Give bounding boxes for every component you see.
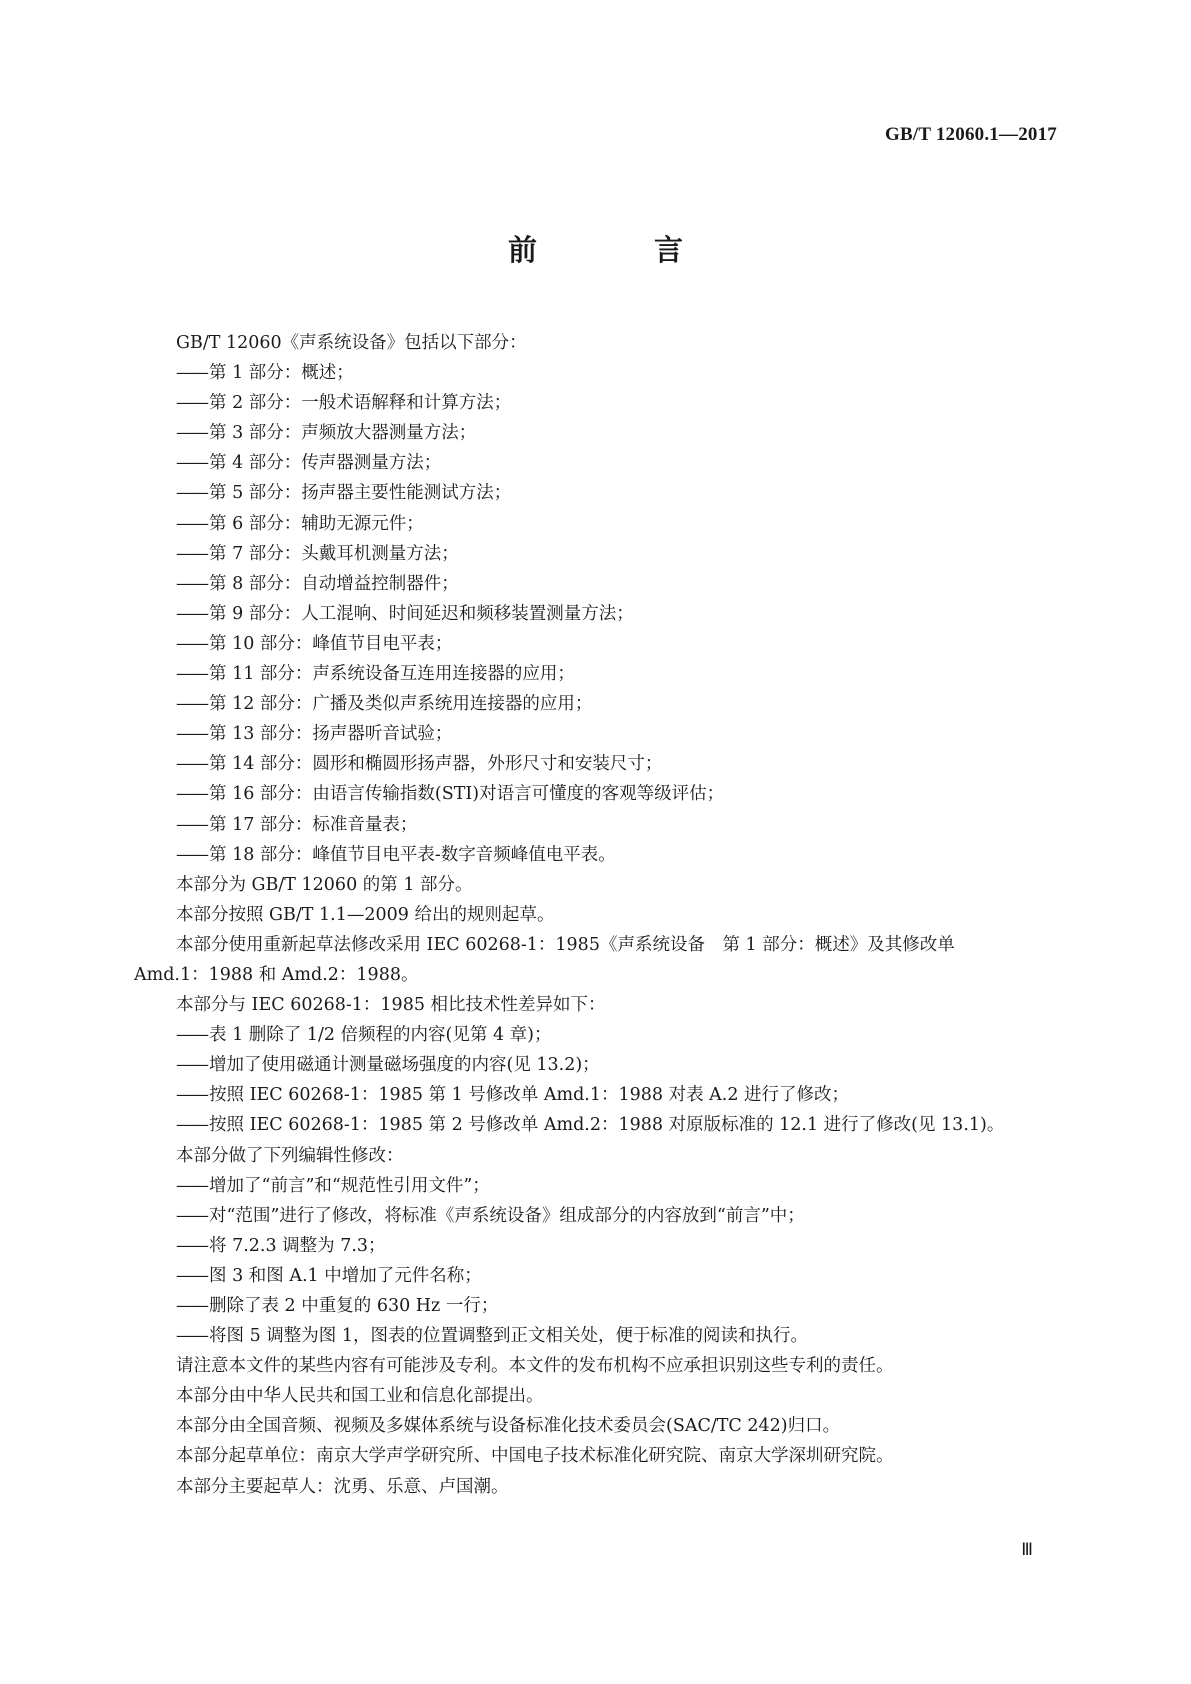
dash-marker: ——: [176, 543, 207, 564]
paragraph-drafting-units: 本部分起草单位：南京大学声学研究所、中国电子技术标准化研究院、南京大学深圳研究院。: [176, 1446, 894, 1467]
list-item-part: [134, 539, 1054, 569]
list-item-part: [134, 358, 1054, 388]
list-item-text: 增加了“前言”和“规范性引用文件”；: [209, 1175, 490, 1196]
list-item-text: 删除了表 2 中重复的 630 Hz 一行；: [209, 1296, 499, 1316]
tech-diff-intro: 本部分与 IEC 60268-1：1985 相比技术性差异如下：: [176, 995, 606, 1016]
list-item-text: 第 9 部分：人工混响、时间延迟和频移装置测量方法；: [209, 603, 634, 624]
dash-marker: ——: [176, 814, 207, 835]
list-item-edit: [134, 1321, 1054, 1351]
list-item-tech-diff: [134, 1050, 1054, 1080]
dash-marker: ——: [176, 664, 207, 685]
list-item-text: 将图 5 调整为图 1，图表的位置调整到正文相关处，便于标准的阅读和执行。: [209, 1326, 808, 1347]
list-item-text: 第 8 部分：自动增益控制器件；: [209, 573, 459, 594]
paragraph-adoption-line-1: 本部分使用重新起草法修改采用 IEC 60268-1：1985《声系统设备 第 1 部分：概述》及其修改单: [176, 934, 955, 955]
list-item-edit: [134, 1231, 1054, 1261]
list-item-edit: [134, 1171, 1054, 1201]
paragraph-part-of: 本部分为 GB/T 12060 的第 1 部分。: [176, 874, 473, 895]
page-title: 前 言: [507, 233, 727, 267]
dash-marker: ——: [176, 633, 207, 654]
list-item-text: 增加了使用磁通计测量磁场强度的内容(见 13.2)；: [209, 1055, 600, 1076]
dash-marker: ——: [176, 453, 207, 474]
paragraph-adoption-line-2: Amd.1：1988 和 Amd.2：1988。: [134, 964, 419, 985]
dash-marker: ——: [176, 784, 207, 805]
list-item-part: [134, 388, 1054, 418]
dash-marker: ——: [176, 363, 207, 384]
list-item-text: 将 7.2.3 调整为 7.3；: [209, 1235, 386, 1256]
dash-marker: ——: [176, 1175, 207, 1196]
list-item-text: 第 13 部分：扬声器听音试验；: [209, 724, 453, 745]
paragraph-proposed-by: 本部分由中华人民共和国工业和信息化部提出。: [176, 1386, 544, 1407]
list-item-tech-diff: [134, 1020, 1054, 1050]
list-item-part: [134, 659, 1054, 689]
dash-marker: ——: [176, 1326, 207, 1347]
list-item-text: 第 12 部分：广播及类似声系统用连接器的应用；: [209, 694, 593, 715]
dash-marker: ——: [176, 423, 207, 444]
paragraph-drafting-rules: 本部分按照 GB/T 1.1—2009 给出的规则起草。: [176, 904, 555, 925]
page-number: Ⅲ: [1021, 1540, 1033, 1559]
dash-marker: ——: [176, 1055, 207, 1076]
list-item-text: 第 16 部分：由语言传输指数(STI)对语言可懂度的客观等级评估；: [209, 784, 725, 805]
dash-marker: ——: [176, 694, 207, 715]
list-item-text: 第 3 部分：声频放大器测量方法；: [209, 423, 477, 444]
dash-marker: ——: [176, 1296, 207, 1316]
list-item-text: 第 2 部分：一般术语解释和计算方法；: [209, 393, 512, 414]
list-item-text: 图 3 和图 A.1 中增加了元件名称；: [209, 1265, 482, 1286]
list-item-text: 第 10 部分：峰值节目电平表；: [209, 633, 453, 654]
list-item-text: 第 5 部分：扬声器主要性能测试方法；: [209, 483, 512, 504]
list-item-tech-diff: [134, 1080, 1054, 1110]
dash-marker: ——: [176, 724, 207, 745]
dash-marker: ——: [176, 513, 207, 534]
list-item-text: 第 14 部分：圆形和椭圆形扬声器，外形尺寸和安装尺寸；: [209, 754, 663, 775]
list-item-edit: [134, 1291, 1054, 1321]
list-item-part: [134, 509, 1054, 539]
document-code: GB/T 12060.1—2017: [885, 124, 1057, 145]
list-item-text: 第 11 部分：声系统设备互连用连接器的应用；: [209, 664, 575, 685]
dash-marker: ——: [176, 393, 207, 414]
paragraph-drafters: 本部分主要起草人：沈勇、乐意、卢国潮。: [176, 1476, 509, 1497]
list-item-edit: [134, 1201, 1054, 1231]
list-item-text: 第 6 部分：辅助无源元件；: [209, 513, 424, 534]
list-item-part: [134, 719, 1054, 749]
list-item-edit: [134, 1261, 1054, 1291]
edit-intro: 本部分做了下列编辑性修改：: [176, 1145, 404, 1166]
dash-marker: ——: [176, 754, 207, 775]
list-item-text: 第 4 部分：传声器测量方法；: [209, 453, 442, 474]
list-item-part: [134, 478, 1054, 508]
list-item-text: 第 1 部分：概述；: [209, 363, 354, 384]
foreword-body: [134, 328, 1054, 1502]
dash-marker: ——: [176, 573, 207, 594]
list-item-part: [134, 810, 1054, 840]
dash-marker: ——: [176, 1085, 207, 1106]
list-item-text: 第 18 部分：峰值节目电平表-数字音频峰值电平表。: [209, 844, 616, 865]
dash-marker: ——: [176, 844, 207, 865]
list-item-text: 第 7 部分：头戴耳机测量方法；: [209, 543, 459, 564]
dash-marker: ——: [176, 1235, 207, 1256]
list-item-tech-diff: [134, 1110, 1054, 1140]
list-item-part: [134, 749, 1054, 779]
list-item-text: 按照 IEC 60268-1：1985 第 2 号修改单 Amd.2：1988 对原版标准的 12.1 进行了修改(见 13.1)。: [209, 1115, 1005, 1136]
list-item-text: 按照 IEC 60268-1：1985 第 1 号修改单 Amd.1：1988 对表 A.2 进行了修改；: [209, 1085, 850, 1106]
dash-marker: ——: [176, 1205, 207, 1226]
list-item-part: [134, 448, 1054, 478]
list-item-part: [134, 599, 1054, 629]
dash-marker: ——: [176, 1025, 207, 1046]
list-item-text: 表 1 删除了 1/2 倍频程的内容(见第 4 章)；: [209, 1025, 552, 1046]
dash-marker: ——: [176, 1265, 207, 1286]
paragraph-centralized-by: 本部分由全国音频、视频及多媒体系统与设备标准化技术委员会(SAC/TC 242)归口。: [176, 1416, 841, 1437]
list-item-text: 对“范围”进行了修改，将标准《声系统设备》组成部分的内容放到“前言”中；: [209, 1205, 805, 1226]
paragraph-patent-notice: 请注意本文件的某些内容有可能涉及专利。本文件的发布机构不应承担识别这些专利的责任。: [176, 1356, 894, 1377]
list-item-text: 第 17 部分：标准音量表；: [209, 814, 418, 835]
list-item-part: [134, 689, 1054, 719]
list-item-part: [134, 418, 1054, 448]
list-item-part: [134, 779, 1054, 809]
list-item-part: [134, 840, 1054, 870]
dash-marker: ——: [176, 603, 207, 624]
dash-marker: ——: [176, 1115, 207, 1136]
dash-marker: ——: [176, 483, 207, 504]
list-item-part: [134, 629, 1054, 659]
list-item-part: [134, 569, 1054, 599]
intro-paragraph: GB/T 12060《声系统设备》包括以下部分：: [176, 333, 527, 353]
